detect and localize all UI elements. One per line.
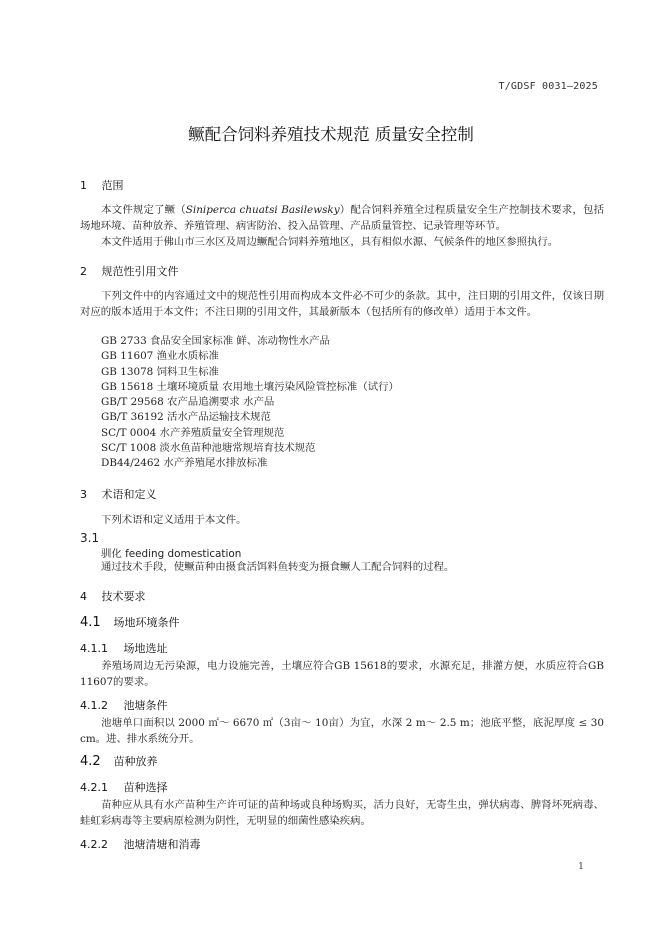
subsection-number: 4.2.1 (80, 781, 108, 794)
section-number: 4 (80, 590, 87, 603)
standard-code: T/GDSF 0031—2025 (498, 81, 598, 92)
document-title: 鳜配合饲料养殖技术规范 质量安全控制 (188, 125, 474, 144)
subsection-title: 场地选址 (123, 642, 168, 655)
subsection-4-2-1-heading (80, 779, 168, 795)
terms-intro: 下列术语和定义适用于本文件。 (101, 514, 247, 526)
reference-item: GB 11607 渔业水质标准 (101, 350, 219, 363)
section-number: 3 (80, 488, 87, 501)
page-number: 1 (577, 861, 584, 872)
subsection-4-1-heading (80, 614, 180, 630)
references-intro: 下列文件中的内容通过文中的规范性引用而构成本文件必不可少的条款。其中，注日期的引用文件，仅该日期对应的版本适用于本文件；不注日期的引用文件，其最新版本（包括所有的修改单）适用于本文件。 (80, 290, 604, 318)
section-2-heading (80, 263, 179, 279)
reference-item: DB44/2462 水产养殖尾水排放标准 (101, 457, 268, 470)
subsection-title: 场地环境条件 (113, 616, 180, 629)
subsection-4-2-heading (80, 753, 158, 769)
subsection-number: 4.1.1 (80, 642, 108, 655)
subsection-title: 池塘清塘和消毒 (123, 838, 201, 851)
section-3-heading (80, 486, 157, 502)
pond-conditions-paragraph: 池塘单口面积以 2000 ㎡～ 6670 ㎡（3亩～ 10亩）为宜，水深 2 m～ 2.5 m；池底平整，底泥厚度 ≤ 30 cm。进、排水系统分开。 (80, 717, 604, 745)
subsection-number: 4.2.2 (80, 838, 108, 851)
reference-item: GB 2733 食品安全国家标准 鲜、冻动物性水产品 (101, 335, 330, 347)
site-selection-paragraph: 养殖场周边无污染源，电力设施完善，土壤应符合GB 15618的要求，水源充足，排灌方便，水质应符合GB 11607的要求。 (80, 660, 604, 688)
section-title: 规范性引用文件 (101, 265, 179, 278)
section-title: 术语和定义 (101, 488, 157, 501)
section-number: 1 (80, 179, 87, 192)
section-title: 技术要求 (101, 590, 146, 603)
scope-paragraph-2: 本文件适用于佛山市三水区及周边鳜配合饲料养殖地区，具有相似水源、气候条件的地区参照执行。 (101, 236, 559, 248)
reference-item: GB 13078 饲料卫生标准 (101, 365, 219, 378)
subsection-title: 苗种放养 (113, 755, 158, 768)
reference-item: SC/T 0004 水产养殖质量安全管理规范 (101, 426, 285, 439)
term-definition: 通过技术手段，使鳜苗种由摄食活饵料鱼转变为摄食鳜人工配合饲料的过程。 (101, 561, 455, 573)
subsection-number: 4.2 (80, 754, 101, 769)
reference-list (101, 334, 399, 472)
section-4-heading (80, 588, 146, 604)
subsection-number: 4.1 (80, 615, 101, 630)
reference-item: SC/T 1008 淡水鱼苗种池塘常规培育技术规范 (101, 442, 316, 455)
section-1-heading (80, 177, 124, 193)
term-name: 驯化 feeding domestication (101, 548, 242, 560)
subsection-title: 池塘条件 (123, 699, 168, 712)
reference-item: GB/T 36192 活水产品运输技术规范 (101, 411, 271, 424)
latin-name: Siniperca chuatsi Basilewsky (185, 204, 340, 216)
scope-paragraph-1: 本文件规定了鳜（Siniperca chuatsi Basilewsky）配合饲料养殖全过程质量安全生产控制技术要求，包括场地环境、苗种放养、养殖管理、病害防治、投入品管理、产品质量管控、记录管理等环节。 (80, 204, 604, 232)
reference-item: GB 15618 土壤环境质量 农用地土壤污染风险管控标准（试行） (101, 380, 399, 393)
subsection-4-2-2-heading (80, 836, 201, 852)
section-number: 2 (80, 265, 87, 278)
subsection-4-1-2-heading (80, 697, 168, 713)
term-number: 3.1 (80, 531, 100, 545)
subsection-title: 苗种选择 (123, 781, 168, 794)
subsection-number: 4.1.2 (80, 699, 108, 712)
reference-item: GB/T 29568 农产品追溯要求 水产品 (101, 396, 275, 409)
section-title: 范围 (101, 179, 124, 192)
subsection-4-1-1-heading (80, 640, 168, 656)
fry-selection-paragraph: 苗种应从具有水产苗种生产许可证的苗种场或良种场购买，活力良好，无寄生虫，弹状病毒、脾肾坏死病毒、蛙虹彩病毒等主要病原检测为阴性，无明显的细菌性感染疾病。 (80, 799, 604, 827)
